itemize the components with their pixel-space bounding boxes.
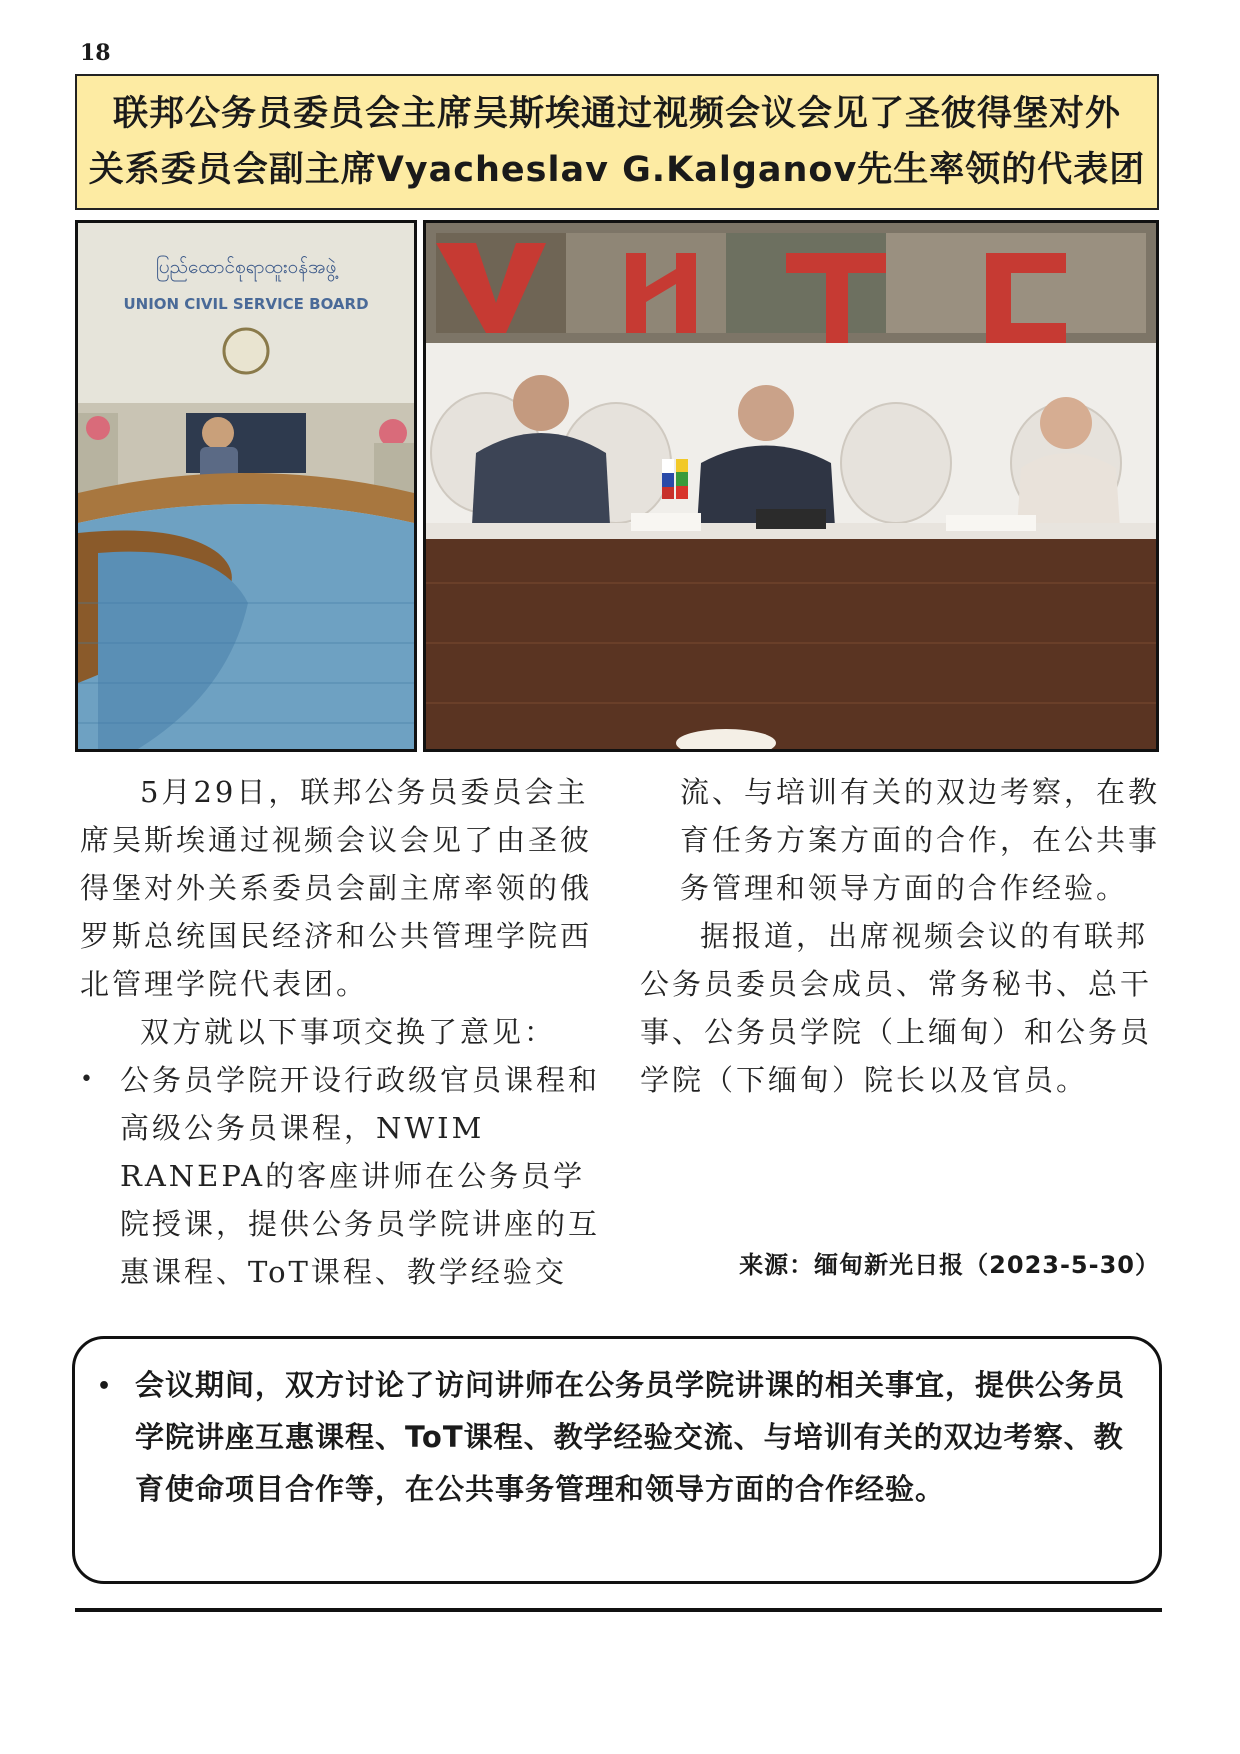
article-bullet-text: 公务员学院开设行政级官员课程和高级公务员课程，NWIM RANEPA的客座讲师在公务员学院授课，提供公务员学院讲座的互惠课程、ToT课程、教学经验交 xyxy=(120,1063,601,1289)
photo-ucsb-chairman xyxy=(75,220,417,752)
bullet-icon: • xyxy=(97,1374,113,1399)
bottom-divider xyxy=(75,1608,1162,1612)
article-bullet-continuation: 流、与培训有关的双边考察，在教育任务方案方面的合作，在公共事务管理和领导方面的合作经验。 xyxy=(680,775,1161,905)
bullet-icon: • xyxy=(80,1067,96,1092)
page-number: 18 xyxy=(80,40,111,66)
headline-line-1: 联邦公务员委员会主席吴斯埃通过视频会议会见了圣彼得堡对外 xyxy=(112,94,1121,134)
summary-note-box xyxy=(72,1336,1162,1584)
article-paragraph-3: 据报道，出席视频会议的有联邦公务员委员会成员、常务秘书、总干事、公务员学院（上缅甸）和公务员学院（下缅甸）院长以及官员。 xyxy=(640,919,1153,1097)
article-source: 来源：缅甸新光日报（2023-5-30） xyxy=(739,1251,1160,1279)
article-right-column xyxy=(640,768,1160,1104)
article-paragraph-2: 双方就以下事项交换了意见： xyxy=(140,1015,557,1049)
article-bullet-item xyxy=(80,1056,600,1296)
photo-ucsb-illustration xyxy=(78,223,414,749)
sign-burmese-text: ပြည်ထောင်စုရာထူးဝန်အဖွဲ့ xyxy=(155,256,337,278)
sign-english-text: UNION CIVIL SERVICE BOARD xyxy=(123,295,369,313)
article-left-column xyxy=(80,768,600,1296)
summary-note-text: 会议期间，双方讨论了访问讲师在公务员学院讲课的相关事宜，提供公务员学院讲座互惠课程、ToT课程、教学经验交流、与培训有关的双边考察、教育使命项目合作等，在公共事务管理和领导方面的合作经验。 xyxy=(135,1368,1126,1506)
photo-delegation xyxy=(423,220,1159,752)
headline-box xyxy=(75,74,1159,210)
article-paragraph-1: 5月29日，联邦公务员委员会主席吴斯埃通过视频会议会见了由圣彼得堡对外关系委员会副主席率领的俄罗斯总统国民经济和公共管理学院西北管理学院代表团。 xyxy=(80,775,593,1001)
photo-delegation-illustration xyxy=(426,223,1156,749)
emblem-icon xyxy=(224,329,268,373)
headline-line-2: 关系委员会副主席Vyacheslav G.Kalganov先生率领的代表团 xyxy=(88,150,1146,190)
